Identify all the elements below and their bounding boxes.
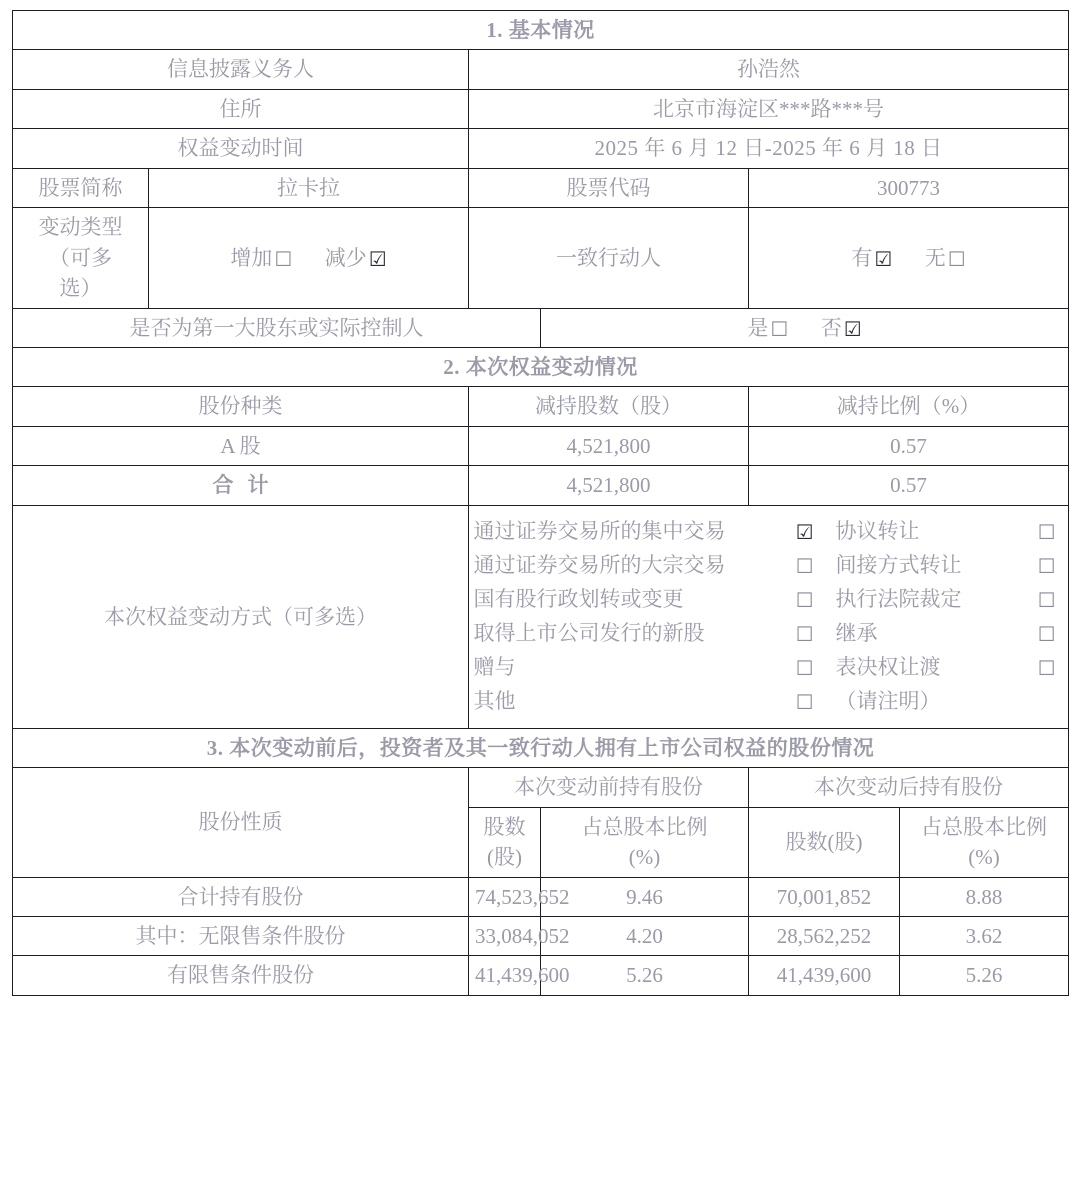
option-decrease-label: 减少 — [324, 245, 367, 270]
col-share-class: 股份种类 — [13, 387, 469, 426]
option-no[interactable] — [821, 313, 862, 343]
option-none-label: 无 — [924, 245, 946, 270]
checkbox-unchecked-icon[interactable]: ☐ — [1037, 621, 1056, 646]
method-grid — [475, 510, 1062, 724]
stock-code-label: 股票代码 — [469, 168, 749, 207]
concert-party-label: 一致行动人 — [469, 208, 749, 308]
change-period-value: 2025 年 6 月 12 日-2025 年 6 月 18 日 — [469, 129, 1069, 168]
share-nature-value: 其中：无限售条件股份 — [13, 916, 469, 955]
after-ratio-value: 8.88 — [900, 877, 1069, 916]
checkbox-unchecked-icon[interactable]: ☐ — [795, 621, 814, 646]
method-left-box-1[interactable] — [788, 548, 822, 582]
option-none-concert[interactable] — [925, 243, 966, 273]
row-change-period — [13, 129, 1069, 168]
section-1-heading-row — [13, 11, 1069, 50]
col-before-ratio — [541, 807, 749, 877]
option-increase-label: 增加 — [230, 245, 273, 270]
row-change-methods — [13, 505, 1069, 728]
reduction-table-header — [13, 387, 1069, 426]
holdings-table-group-header — [13, 768, 1069, 807]
stock-code-value: 300773 — [749, 168, 1069, 207]
concert-party-options — [749, 208, 1069, 308]
total-ratio-value: 0.57 — [749, 466, 1069, 505]
method-left-box-0[interactable] — [788, 514, 822, 548]
section-1-heading: 1. 基本情况 — [13, 11, 1069, 50]
checkbox-unchecked-icon[interactable]: ☐ — [1037, 587, 1056, 612]
method-right-text-0: 协议转让 — [835, 518, 920, 543]
checkbox-checked-icon[interactable]: ☑ — [368, 246, 387, 271]
option-yes[interactable] — [747, 313, 788, 343]
share-class-value: A 股 — [13, 426, 469, 465]
after-shares-value: 41,439,600 — [749, 956, 900, 995]
section-3-heading-row — [13, 728, 1069, 767]
change-type-label — [13, 208, 149, 308]
table-row — [13, 877, 1069, 916]
col-share-nature: 股份性质 — [13, 768, 469, 877]
method-left-text-1: 通过证券交易所的大宗交易 — [473, 552, 726, 577]
method-right-box-4[interactable] — [1030, 650, 1064, 684]
checkbox-unchecked-icon[interactable]: ☐ — [795, 655, 814, 680]
group-before-change: 本次变动前持有股份 — [469, 768, 749, 807]
before-shares-value: 74,523,652 — [469, 877, 541, 916]
method-other-note: （请注明） — [835, 688, 941, 713]
discloser-value: 孙浩然 — [469, 50, 1069, 89]
method-right-text-4: 表决权让渡 — [835, 654, 941, 679]
table-row — [13, 426, 1069, 465]
section-3-heading: 3. 本次变动前后，投资者及其一致行动人拥有上市公司权益的股份情况 — [13, 728, 1069, 767]
address-value: 北京市海淀区***路***号 — [469, 89, 1069, 128]
method-right-box-0[interactable] — [1030, 514, 1064, 548]
row-discloser — [13, 50, 1069, 89]
checkbox-unchecked-icon[interactable]: ☐ — [947, 246, 966, 271]
method-left-text-3: 取得上市公司发行的新股 — [473, 620, 705, 645]
col-before-shares: 股数(股) — [469, 807, 541, 877]
method-left-box-2[interactable] — [788, 582, 822, 616]
row-change-type — [13, 208, 1069, 308]
col-before-ratio-text: 占总股本比例 — [581, 814, 708, 839]
largest-holder-label: 是否为第一大股东或实际控制人 — [13, 308, 541, 347]
method-left-text-4: 赠与 — [473, 654, 516, 679]
group-after-change: 本次变动后持有股份 — [749, 768, 1069, 807]
col-after-ratio-unit: (%) — [968, 845, 1000, 870]
table-row — [13, 956, 1069, 995]
largest-holder-options — [541, 308, 1069, 347]
method-left-text-2: 国有股行政划转或变更 — [473, 586, 684, 611]
checkbox-checked-icon[interactable]: ☑ — [795, 519, 814, 544]
method-right-text-1: 间接方式转让 — [835, 552, 962, 577]
change-type-options — [149, 208, 469, 308]
total-label: 合计 — [13, 466, 469, 505]
option-yes-label: 是 — [747, 315, 769, 340]
checkbox-unchecked-icon[interactable]: ☐ — [274, 246, 293, 271]
section-2-heading-row — [13, 347, 1069, 386]
checkbox-unchecked-icon[interactable]: ☐ — [770, 316, 789, 341]
checkbox-checked-icon[interactable]: ☑ — [843, 316, 862, 341]
after-shares-value: 28,562,252 — [749, 916, 900, 955]
method-left-text-0: 通过证券交易所的集中交易 — [473, 518, 726, 543]
before-shares-value: 33,084,052 — [469, 916, 541, 955]
option-has-concert[interactable] — [851, 243, 892, 273]
before-ratio-value: 5.26 — [541, 956, 749, 995]
checkbox-unchecked-icon[interactable]: ☐ — [795, 689, 814, 714]
total-shares-value: 4,521,800 — [469, 466, 749, 505]
checkbox-checked-icon[interactable]: ☑ — [874, 246, 893, 271]
after-ratio-value: 5.26 — [900, 956, 1069, 995]
method-right-text-2: 执行法院裁定 — [835, 586, 962, 611]
section-2-heading: 2. 本次权益变动情况 — [13, 347, 1069, 386]
row-stock-info — [13, 168, 1069, 207]
checkbox-unchecked-icon[interactable]: ☐ — [1037, 655, 1056, 680]
after-shares-value: 70,001,852 — [749, 877, 900, 916]
method-left-box-5[interactable] — [788, 684, 822, 718]
before-shares-value: 41,439,600 — [469, 956, 541, 995]
option-decrease[interactable] — [325, 243, 387, 273]
reduced-shares-value: 4,521,800 — [469, 426, 749, 465]
share-nature-value: 有限售条件股份 — [13, 956, 469, 995]
disclosure-table — [12, 10, 1069, 996]
before-ratio-value: 4.20 — [541, 916, 749, 955]
change-method-label: 本次权益变动方式（可多选） — [13, 505, 469, 728]
stock-name-label: 股票简称 — [13, 168, 149, 207]
method-left-box-3[interactable] — [788, 616, 822, 650]
checkbox-unchecked-icon[interactable]: ☐ — [1037, 553, 1056, 578]
checkbox-unchecked-icon[interactable]: ☐ — [795, 553, 814, 578]
table-row — [13, 916, 1069, 955]
option-has-label: 有 — [851, 245, 873, 270]
method-right-box-3[interactable] — [1030, 616, 1064, 650]
col-before-ratio-unit: (%) — [628, 845, 661, 870]
method-right-box-2[interactable] — [1030, 582, 1064, 616]
col-reduced-shares: 减持股数（股） — [469, 387, 749, 426]
change-type-label-line1: 变动类型 — [38, 215, 123, 240]
reduced-ratio-value: 0.57 — [749, 426, 1069, 465]
before-ratio-value: 9.46 — [541, 877, 749, 916]
checkbox-unchecked-icon[interactable]: ☐ — [795, 587, 814, 612]
col-after-ratio — [900, 807, 1069, 877]
table-row-total — [13, 466, 1069, 505]
method-left-text-5: 其他 — [473, 688, 516, 713]
method-left-box-4[interactable] — [788, 650, 822, 684]
col-after-shares: 股数(股) — [749, 807, 900, 877]
checkbox-unchecked-icon[interactable]: ☐ — [1037, 519, 1056, 544]
col-after-ratio-text: 占总股本比例 — [921, 814, 1048, 839]
change-period-label: 权益变动时间 — [13, 129, 469, 168]
row-largest-holder — [13, 308, 1069, 347]
method-right-text-3: 继承 — [835, 620, 878, 645]
method-right-box-1[interactable] — [1030, 548, 1064, 582]
change-type-label-line3: 选） — [59, 276, 102, 301]
share-nature-value: 合计持有股份 — [13, 877, 469, 916]
col-reduced-ratio: 减持比例（%） — [749, 387, 1069, 426]
address-label: 住所 — [13, 89, 469, 128]
discloser-label: 信息披露义务人 — [13, 50, 469, 89]
stock-name-value: 拉卡拉 — [149, 168, 469, 207]
option-increase[interactable] — [230, 243, 292, 273]
change-type-label-line2: （可多 — [49, 245, 112, 270]
change-method-options — [469, 505, 1069, 728]
after-ratio-value: 3.62 — [900, 916, 1069, 955]
option-no-label: 否 — [820, 315, 842, 340]
row-address — [13, 89, 1069, 128]
